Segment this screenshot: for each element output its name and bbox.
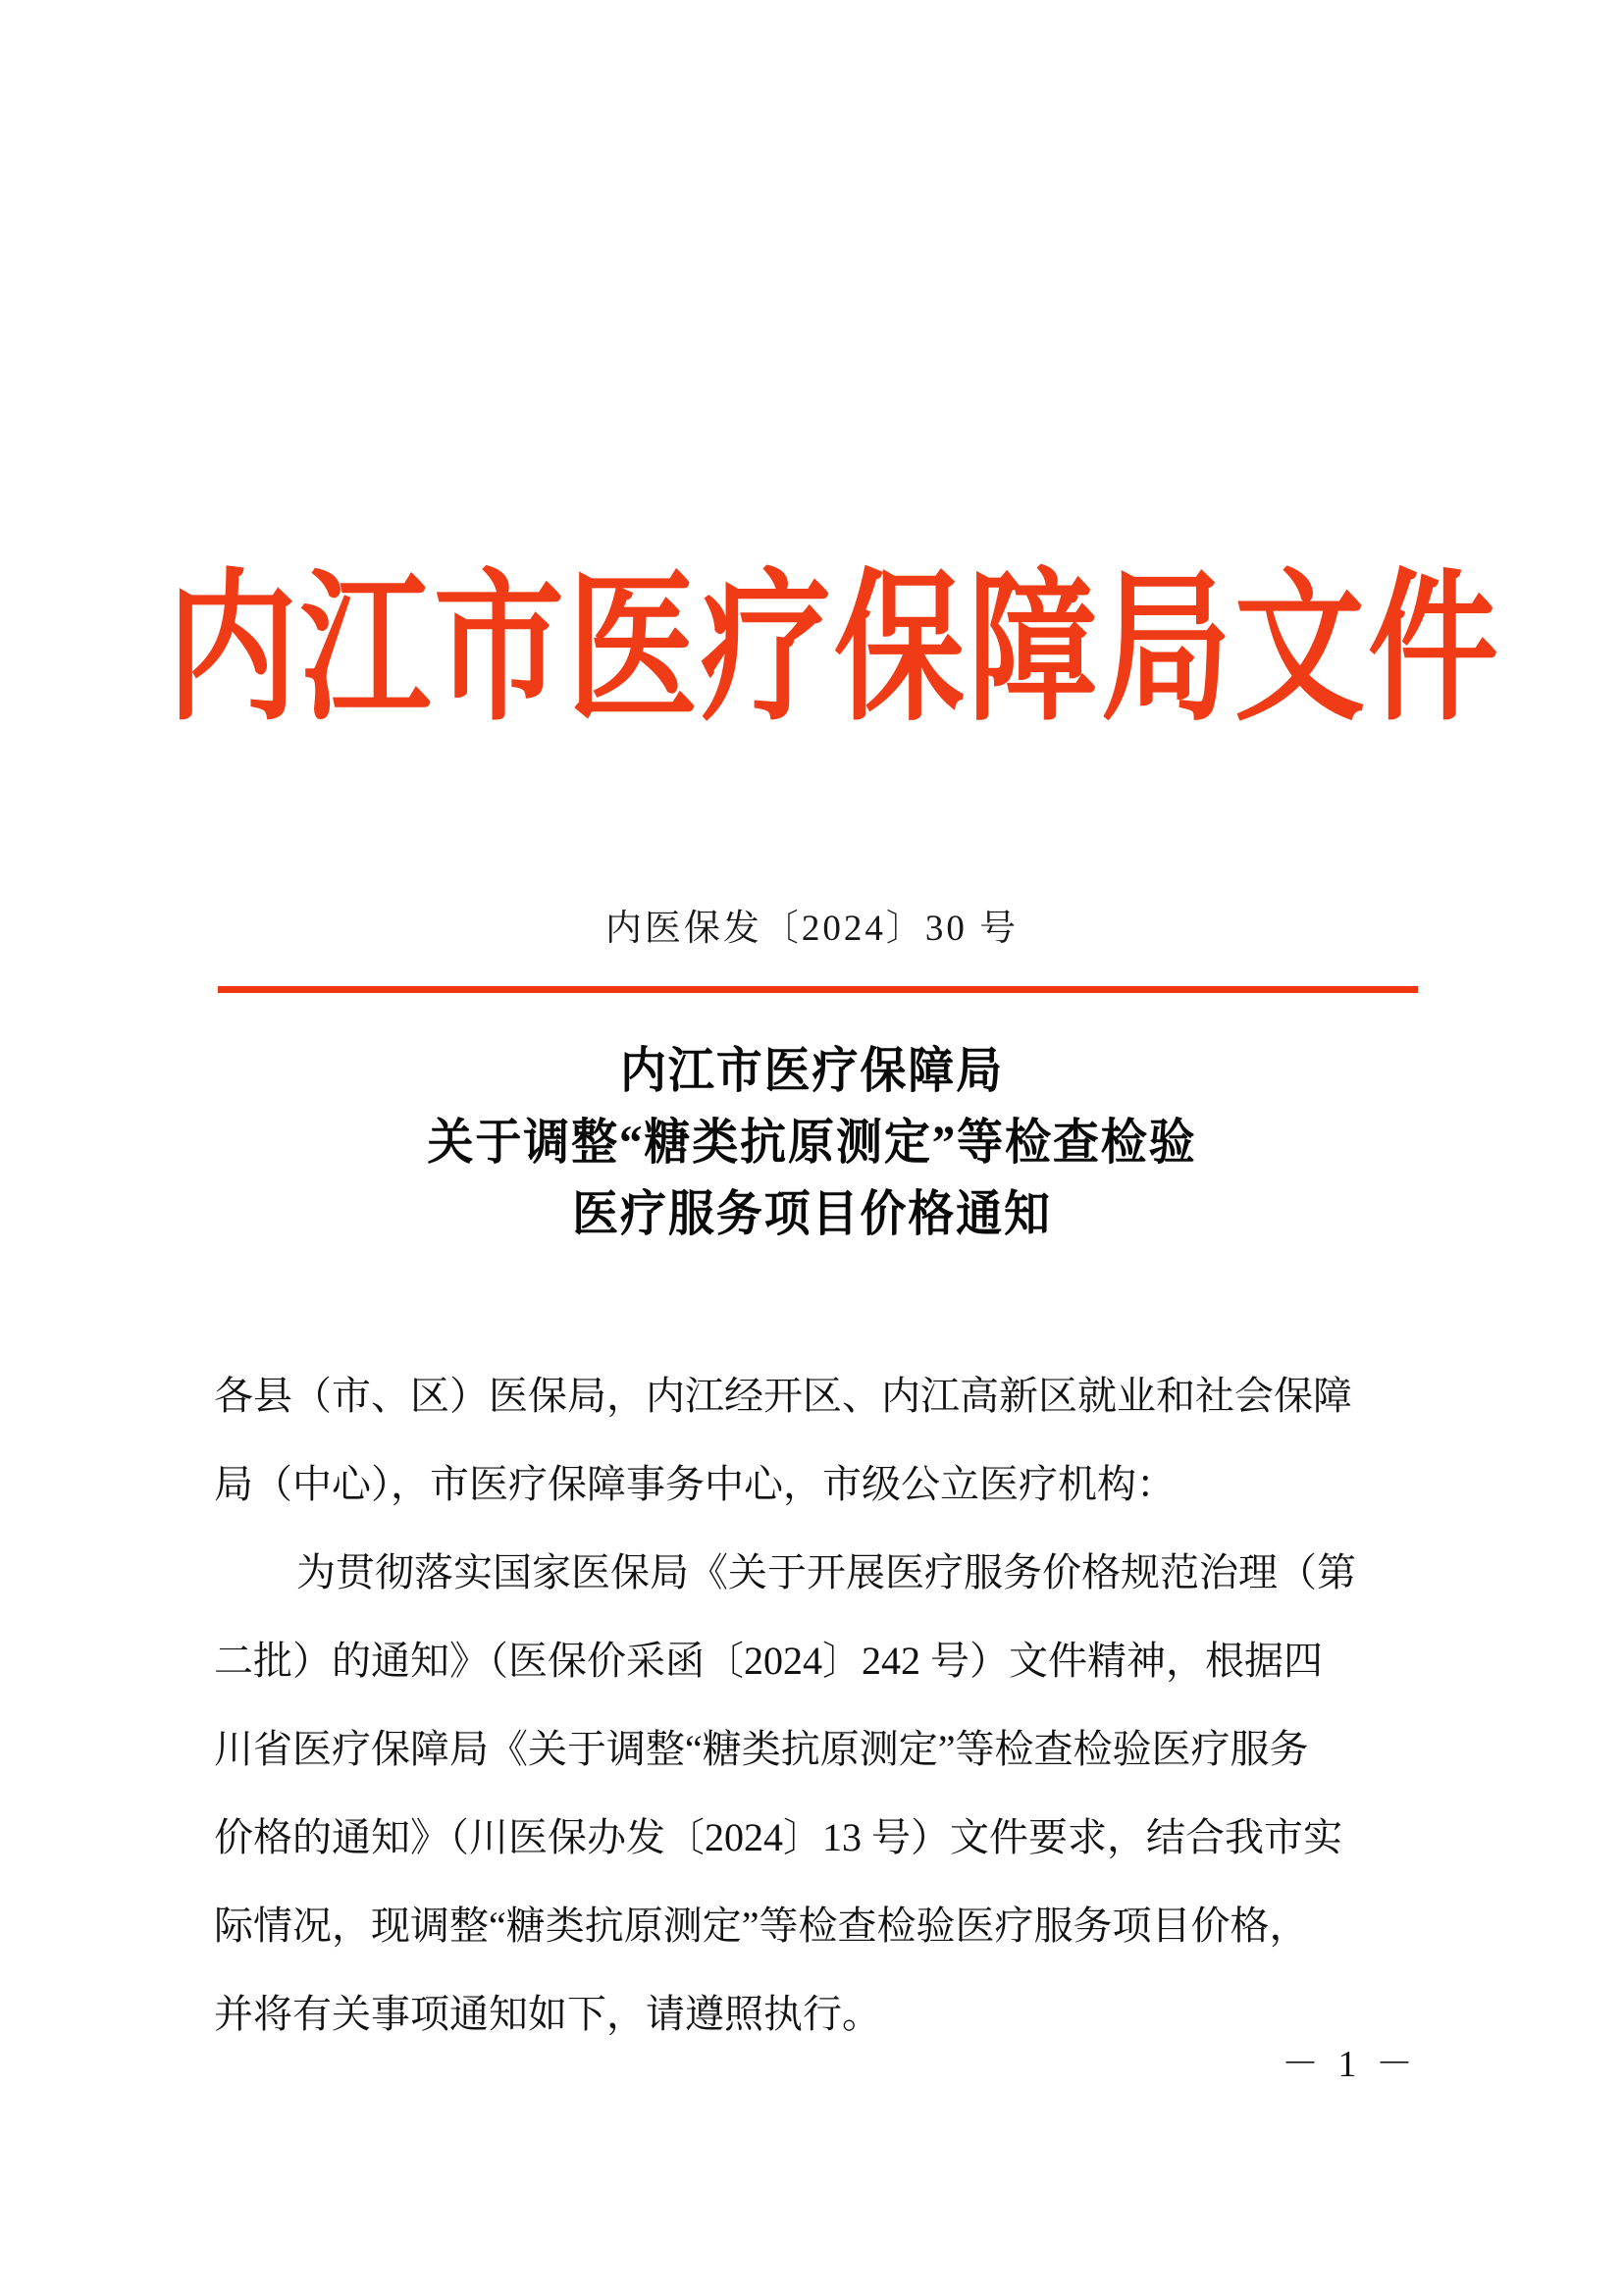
page-footer — [0, 2033, 1418, 2087]
body-paragraph-line: 际情况，现调整“糖类抗原测定”等检查检验医疗服务项目价格， — [214, 1904, 1309, 1948]
body-paragraph-line: 价格的通知》（川医保办发〔2024〕13 号）文件要求，结合我市实 — [214, 1815, 1342, 1859]
title-line-subject-1: 关于调整“糖类抗原测定”等检查检验 — [427, 1115, 1197, 1170]
body-paragraph-line: 并将有关事项通知如下，请遵照执行。 — [214, 1992, 881, 2036]
title-line-subject-2: 医疗服务项目价格通知 — [572, 1186, 1052, 1241]
document-body — [214, 1352, 1419, 2059]
title-line-issuer: 内江市医疗保障局 — [619, 1043, 1005, 1098]
red-divider-rule — [218, 986, 1418, 993]
body-paragraph-line: 川省医疗保障局《关于调整“糖类抗原测定”等检查检验医疗服务 — [214, 1727, 1309, 1771]
document-title-block — [0, 1035, 1624, 1250]
recipient-line: 局（中心），市医疗保障事务中心，市级公立医疗机构： — [214, 1462, 1176, 1506]
document-masthead — [0, 559, 1624, 742]
document-serial-number: 内医保发〔2024〕30 号 — [604, 909, 1020, 949]
masthead-title: 内江市医疗保障局文件 — [167, 559, 1501, 740]
body-paragraph-line: 二批）的通知》（医保价采函〔2024〕242 号）文件精神，根据四 — [214, 1639, 1323, 1683]
recipient-line: 各县（市、区）医保局，内江经开区、内江高新区就业和社会保障 — [214, 1374, 1352, 1418]
serial-number-row — [0, 898, 1624, 951]
body-paragraph-line: 为贯彻落实国家医保局《关于开展医疗服务价格规范治理（第 — [296, 1550, 1356, 1594]
page-number: － 1 － — [1281, 2044, 1418, 2085]
